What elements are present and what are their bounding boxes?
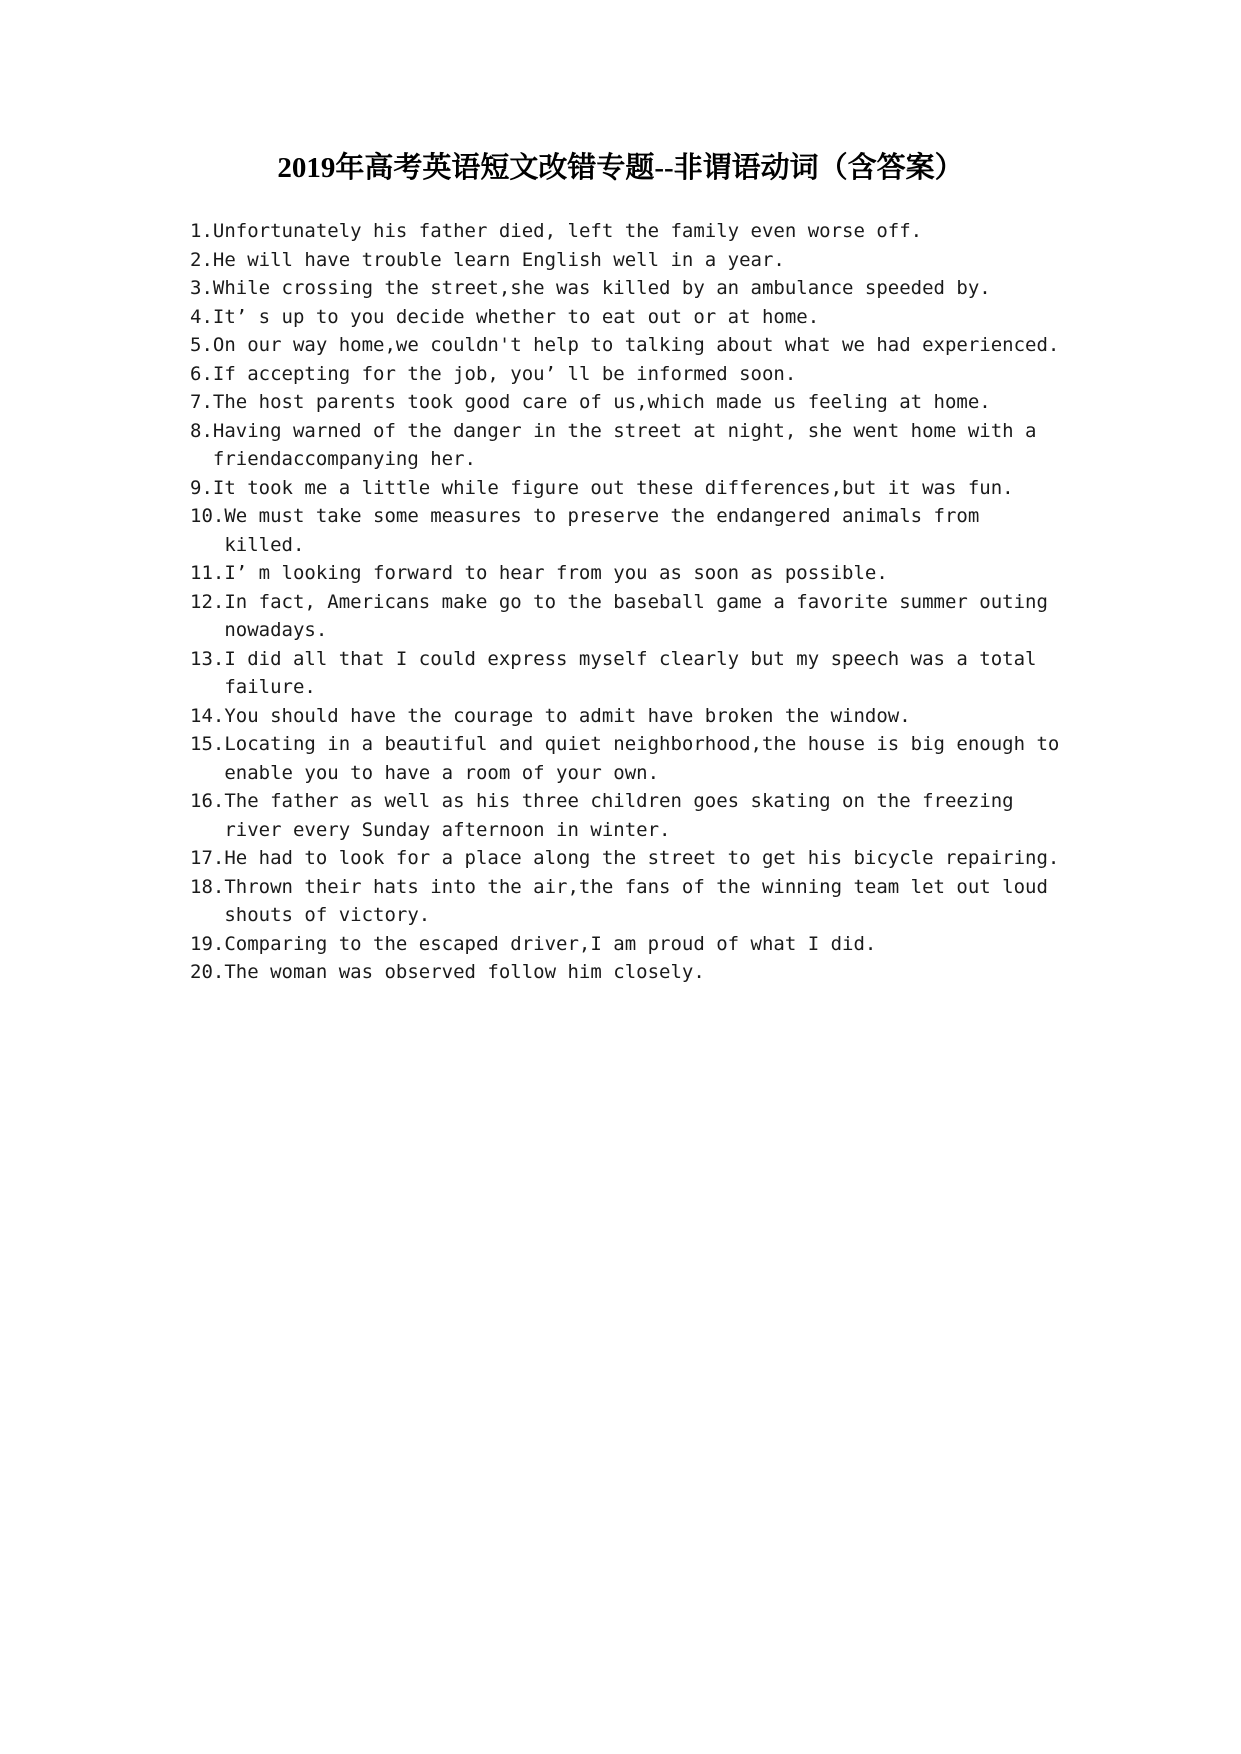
item-number: 18.: [190, 875, 225, 898]
item-number: 11.: [190, 562, 225, 584]
item-text: The father as well as his three children goes skating on the freezing river every Sunday afternoon in winter.: [224, 790, 1014, 841]
exercise-list: [190, 217, 1070, 987]
item-number: 8.: [190, 419, 213, 442]
list-item: [190, 844, 1070, 873]
item-number: 2.: [190, 248, 213, 271]
item-text: I did all that I could express myself clearly but my speech was a total failure.: [224, 647, 1037, 698]
list-item: [190, 474, 1070, 503]
item-text: Thrown their hats into the air,the fans of the winning team let out loud shouts of victory.: [224, 875, 1048, 926]
item-number: 17.: [190, 847, 225, 869]
item-text: Unfortunately his father died, left the family even worse off.: [212, 220, 923, 242]
item-number: 5.: [190, 334, 213, 356]
item-text: It took me a little while figure out these differences,but it was fun.: [212, 476, 1014, 499]
item-text: On our way home,we couldn't help to talking about what we had experienced.: [212, 334, 1060, 356]
item-number: 15.: [190, 733, 225, 755]
item-number: 10.: [190, 505, 225, 527]
list-item: [190, 730, 1070, 787]
page-title: 2019年高考英语短文改错专题--非谓语动词（含答案）: [277, 152, 964, 184]
item-text: I’ m looking forward to hear from you as soon as possible.: [224, 562, 888, 584]
list-item: [190, 702, 1070, 731]
item-text: You should have the courage to admit have broken the window.: [224, 704, 911, 727]
list-item: [190, 645, 1070, 702]
list-item: [190, 274, 1070, 303]
list-item: [190, 388, 1070, 417]
list-item: [190, 958, 1070, 987]
list-item: [190, 360, 1070, 389]
list-item: [190, 246, 1070, 275]
item-number: 20.: [190, 961, 225, 983]
list-item: [190, 331, 1070, 360]
item-text: We must take some measures to preserve the endangered animals from killed.: [224, 505, 980, 556]
list-item: [190, 588, 1070, 645]
item-number: 1.: [190, 220, 213, 242]
item-number: 13.: [190, 647, 225, 670]
list-item: [190, 217, 1070, 246]
item-number: 19.: [190, 932, 225, 955]
item-number: 16.: [190, 790, 225, 812]
item-text: He will have trouble learn English well in a year.: [212, 248, 785, 271]
item-text: It’ s up to you decide whether to eat out or at home.: [212, 305, 820, 328]
item-text: If accepting for the job, you’ ll be informed soon.: [212, 362, 797, 385]
item-number: 9.: [190, 476, 213, 499]
item-number: 3.: [190, 277, 213, 299]
item-text: Having warned of the danger in the street at night, she went home with a friendaccompanying her.: [212, 419, 1037, 470]
item-text: The woman was observed follow him closely.: [224, 961, 705, 983]
item-text: Locating in a beautiful and quiet neighborhood,the house is big enough to enable you to have a room of your own.: [224, 733, 1060, 784]
item-text: He had to look for a place along the street to get his bicycle repairing.: [224, 847, 1060, 869]
item-number: 14.: [190, 704, 225, 727]
item-text: In fact, Americans make go to the baseball game a favorite summer outing nowadays.: [224, 590, 1048, 641]
list-item: [190, 417, 1070, 474]
list-item: [190, 502, 1070, 559]
item-text: While crossing the street,she was killed by an ambulance speeded by.: [212, 277, 991, 299]
list-item: [190, 559, 1070, 588]
list-item: [190, 930, 1070, 959]
item-number: 7.: [190, 391, 213, 413]
item-number: 6.: [190, 362, 213, 385]
item-number: 4.: [190, 305, 213, 328]
list-item: [190, 873, 1070, 930]
item-number: 12.: [190, 590, 225, 613]
list-item: [190, 787, 1070, 844]
list-item: [190, 303, 1070, 332]
item-text: Comparing to the escaped driver,I am proud of what I did.: [224, 932, 877, 955]
item-text: The host parents took good care of us,which made us feeling at home.: [212, 391, 991, 413]
